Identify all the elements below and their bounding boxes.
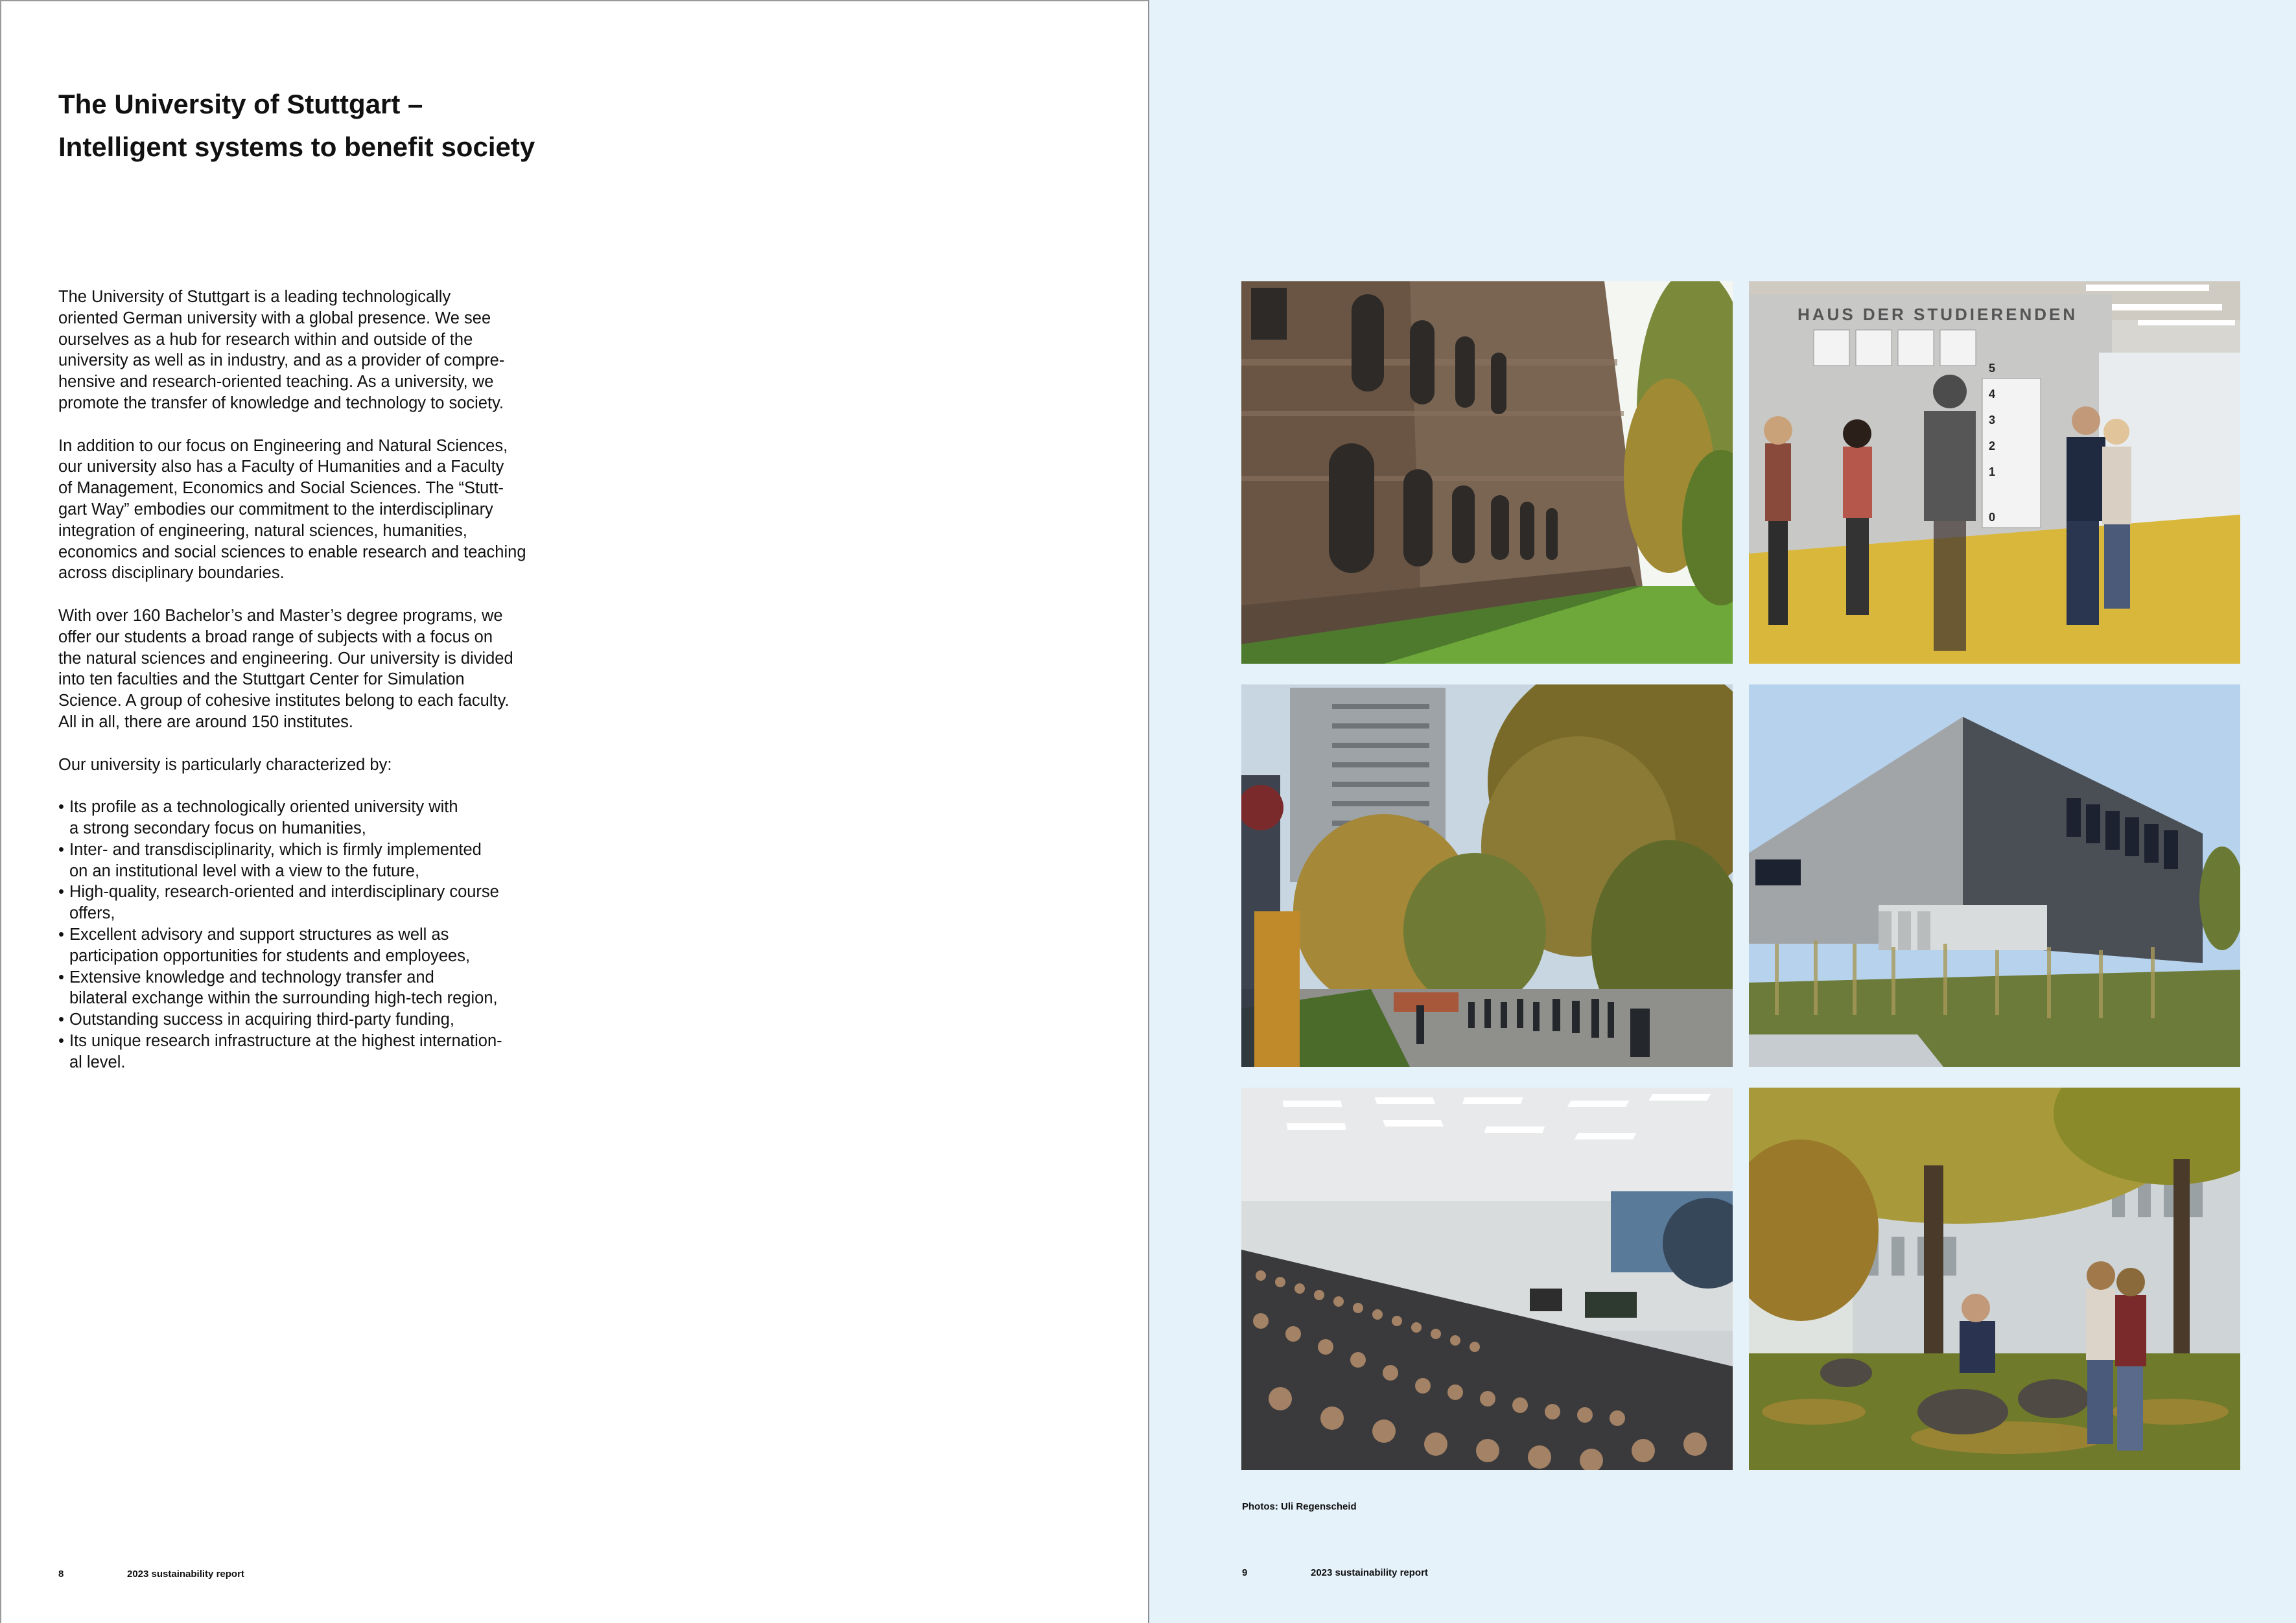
bullet-list [58,797,564,1073]
title-line-2: Intelligent systems to benefit society [58,132,535,162]
right-page [1148,0,2296,1623]
svg-text:4: 4 [1989,388,1996,401]
photo-historic-building [1241,281,1733,664]
photo-campus-crowd [1241,684,1733,1067]
svg-text:1: 1 [1989,465,1996,478]
page-number: 8 [58,1569,64,1580]
list-item: • High-quality, research-oriented and interdisciplinary course offers, [58,882,564,924]
list-item: • Its unique research infrastructure at the highest internation- al level. [58,1031,564,1073]
list-item: • Inter- and transdisciplinarity, which is firmly implemented on an institutional level with a view to the future, [58,839,564,882]
photo-modern-building [1749,684,2240,1067]
photo-lecture-hall [1241,1088,1733,1470]
svg-text:0: 0 [1989,511,1996,524]
list-item: • Excellent advisory and support structures as well as participation opportunities for students and employees, [58,924,564,967]
sign-text: HAUS DER STUDIERENDEN [1798,305,2078,324]
paragraph: In addition to our focus on Engineering and Natural Sciences, our university also has a Faculty of Humanities and a Faculty of Management, Economics and Social Sciences. The “Stutt- gart Way” embodies our commitment to the interdisciplinary integration of engineering, natural sciences, humanities, economics and social sciences to enable research and teaching across disciplinary boundaries. [58,436,526,583]
body-text [58,286,564,1073]
page-title [58,83,836,169]
title-line-1: The University of Stuttgart – [58,89,423,119]
photo-students-park [1749,1088,2240,1470]
svg-text:5: 5 [1989,362,1996,375]
paragraph: The University of Stuttgart is a leading technologically oriented German university with a global presence. We see ourselves as a hub for research within and outside of the university as well as in industry, and as a provider of compre- hensive and research-oriented teaching. As a university, we promote the transfer of knowledge and technology to society. [58,288,505,412]
photo-student-house-interior [1749,281,2240,664]
photo-credit: Photos: Uli Regenscheid [1242,1501,1357,1512]
list-item: • Its profile as a technologically oriented university with a strong secondary focus on humanities, [58,797,564,839]
paragraph: With over 160 Bachelor’s and Master’s degree programs, we offer our students a broad range of subjects with a focus on the natural sciences and engineering. Our university is divided into ten faculties and the Stuttgart Center for Simulation Science. A group of cohesive institutes belong to each faculty. All in all, there are around 150 institutes. [58,606,513,731]
page-number: 9 [1242,1567,1248,1578]
report-label: 2023 sustainability report [1311,1567,1428,1578]
svg-text:2: 2 [1989,439,1996,452]
list-item: • Outstanding success in acquiring third-party funding, [58,1009,564,1031]
paragraph: Our university is particularly characterized by: [58,755,392,774]
svg-text:3: 3 [1989,414,1996,426]
report-label: 2023 sustainability report [127,1569,244,1580]
list-item: • Extensive knowledge and technology transfer and bilateral exchange within the surrounding high-tech region, [58,967,564,1010]
